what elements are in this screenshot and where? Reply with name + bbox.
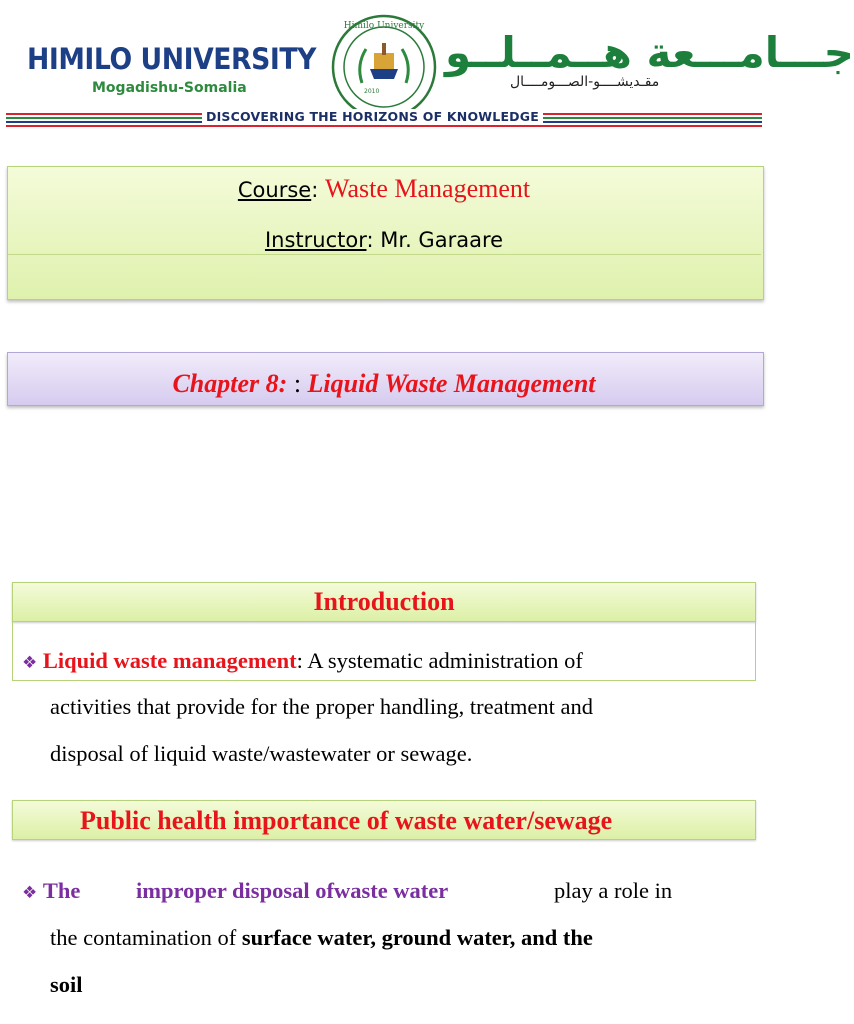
seal-text: Himilo University <box>343 21 425 31</box>
instructor-value: Mr. Garaare <box>380 228 504 252</box>
header-stripe-red-2 <box>6 125 762 127</box>
definition-line-1: : A systematic administration of <box>296 648 583 673</box>
diamond-bullet-icon: ❖ <box>22 653 38 673</box>
introduction-heading: Introduction <box>313 587 455 616</box>
university-tagline: DISCOVERING THE HORIZONS OF KNOWLEDGE <box>202 109 543 124</box>
definition-line-3: disposal of liquid waste/wastewater or sewage. <box>50 741 473 766</box>
definition-term: Liquid waste management <box>42 648 297 673</box>
university-seal-logo <box>330 13 438 121</box>
definition-line-2: activities that provide for the proper handling, treatment and <box>50 694 593 719</box>
public-health-line-2-bold: surface water, ground water, and the <box>241 925 593 950</box>
instructor-line: Instructor: Mr. Garaare <box>264 228 504 252</box>
university-name-arabic: جـــامـــعة هــمــلــو <box>445 28 854 77</box>
course-line: Course: Waste Management <box>237 174 531 203</box>
chapter-title <box>0 369 768 399</box>
public-health-line-3: soil <box>50 972 83 997</box>
instructor-label: Instructor <box>264 228 367 252</box>
course-label: Course <box>237 178 312 202</box>
chapter-separator: : <box>293 369 302 398</box>
university-name: HIMILO UNIVERSITY <box>27 42 316 76</box>
course-box-divider <box>8 254 761 255</box>
public-health-the: The <box>42 878 81 903</box>
seal-year: 2010 <box>364 88 380 95</box>
diamond-bullet-icon: ❖ <box>22 883 38 903</box>
university-location: Mogadishu-Somalia <box>92 80 247 96</box>
public-health-line-1-rest: play a role in <box>554 878 673 903</box>
public-health-heading: Public health importance of waste water/sewage <box>80 806 613 835</box>
university-location-arabic: مقـديشــــو-الصـــومــــال <box>510 74 660 90</box>
introduction-paragraph <box>22 648 748 768</box>
public-health-paragraph <box>22 878 748 1018</box>
chapter-name: Liquid Waste Management <box>307 369 596 398</box>
chapter-label: Chapter 8: <box>172 369 288 398</box>
public-health-line-2-plain: the contamination of <box>50 925 237 950</box>
course-value: Waste Management <box>324 174 531 203</box>
public-health-improper-disposal: improper disposal ofwaste water <box>136 878 449 903</box>
